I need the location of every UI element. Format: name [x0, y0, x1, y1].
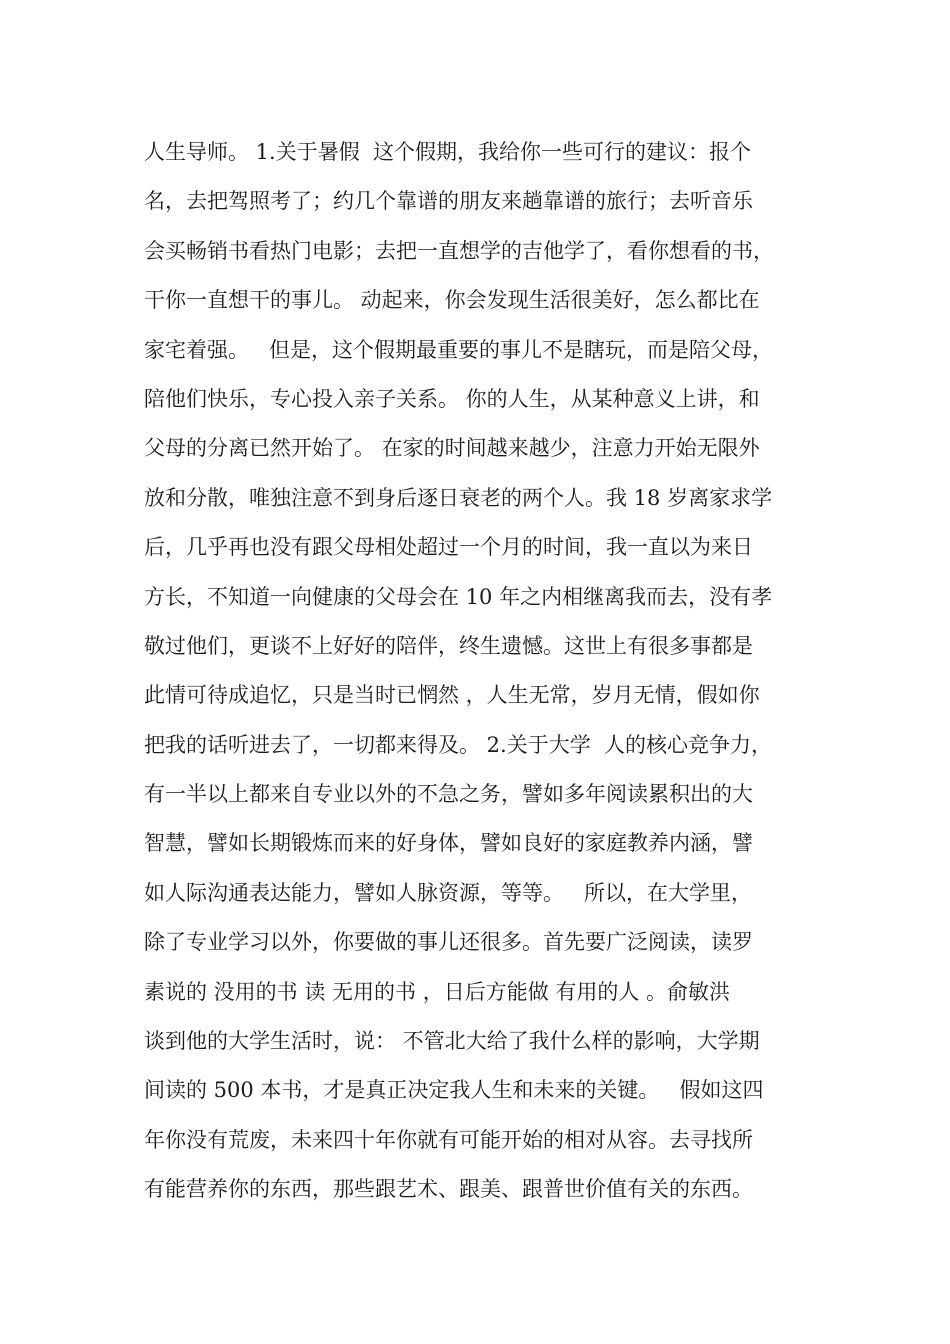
text-line: 名，去把驾照考了；约几个靠谱的朋友来趟靠谱的旅行；去听音乐	[144, 189, 753, 214]
text-line: 间读的 500 本书，才是真正决定我人生和未来的关键。 假如这四	[144, 1078, 764, 1103]
text-line: 年你没有荒废，未来四十年你就有可能开始的相对从容。去寻找所	[144, 1127, 753, 1152]
text-line: 会买畅销书看热门电影；去把一直想学的吉他学了，看你想看的书，	[144, 238, 774, 263]
body-text	[144, 128, 834, 1215]
text-line: 有一半以上都来自专业以外的不急之务，譬如多年阅读累积出的大	[144, 782, 753, 807]
text-line: 把我的话听进去了，一切都来得及。 2.关于大学 人的核心竞争力，	[144, 732, 773, 757]
text-line: 方长，不知道一向健康的父母会在 10 年之内相继离我而去，没有孝	[144, 584, 773, 609]
text-line: 此情可待成追忆，只是当时已惘然 ，人生无常，岁月无情，假如你	[144, 683, 760, 708]
text-line: 家宅着强。 但是，这个假期最重要的事儿不是瞎玩，而是陪父母，	[144, 337, 774, 362]
text-line: 陪他们快乐，专心投入亲子关系。 你的人生，从某种意义上讲，和	[144, 386, 760, 411]
text-line: 谈到他的大学生活时，说： 不管北大给了我什么样的影响，大学期	[144, 1029, 760, 1054]
text-line: 干你一直想干的事儿。 动起来，你会发现生活很美好，怎么都比在	[144, 288, 760, 313]
text-line: 人生导师。 1.关于暑假 这个假期，我给你一些可行的建议：报个	[144, 140, 752, 164]
text-line: 智慧，譬如长期锻炼而来的好身体，譬如良好的家庭教养内涵，譬	[144, 831, 753, 856]
text-line: 除了专业学习以外，你要做的事儿还很多。首先要广泛阅读，读罗	[144, 930, 753, 955]
text-line: 有能营养你的东西，那些跟艺术、跟美、跟普世价值有关的东西。	[144, 1177, 753, 1202]
text-line: 父母的分离已然开始了。 在家的时间越来越少，注意力开始无限外	[144, 436, 760, 461]
text-line: 如人际沟通表达能力，譬如人脉资源，等等。 所以，在大学里，	[144, 880, 753, 905]
text-line: 素说的 没用的书 读 无用的书 ，日后方能做 有用的人 。俞敏洪	[144, 979, 731, 1004]
text-line: 敬过他们，更谈不上好好的陪伴，终生遗憾。这世上有很多事都是	[144, 633, 753, 658]
text-line: 后，几乎再也没有跟父母相处超过一个月的时间，我一直以为来日	[144, 535, 753, 560]
text-line: 放和分散，唯独注意不到身后逐日衰老的两个人。我 18 岁离家求学	[144, 485, 773, 510]
